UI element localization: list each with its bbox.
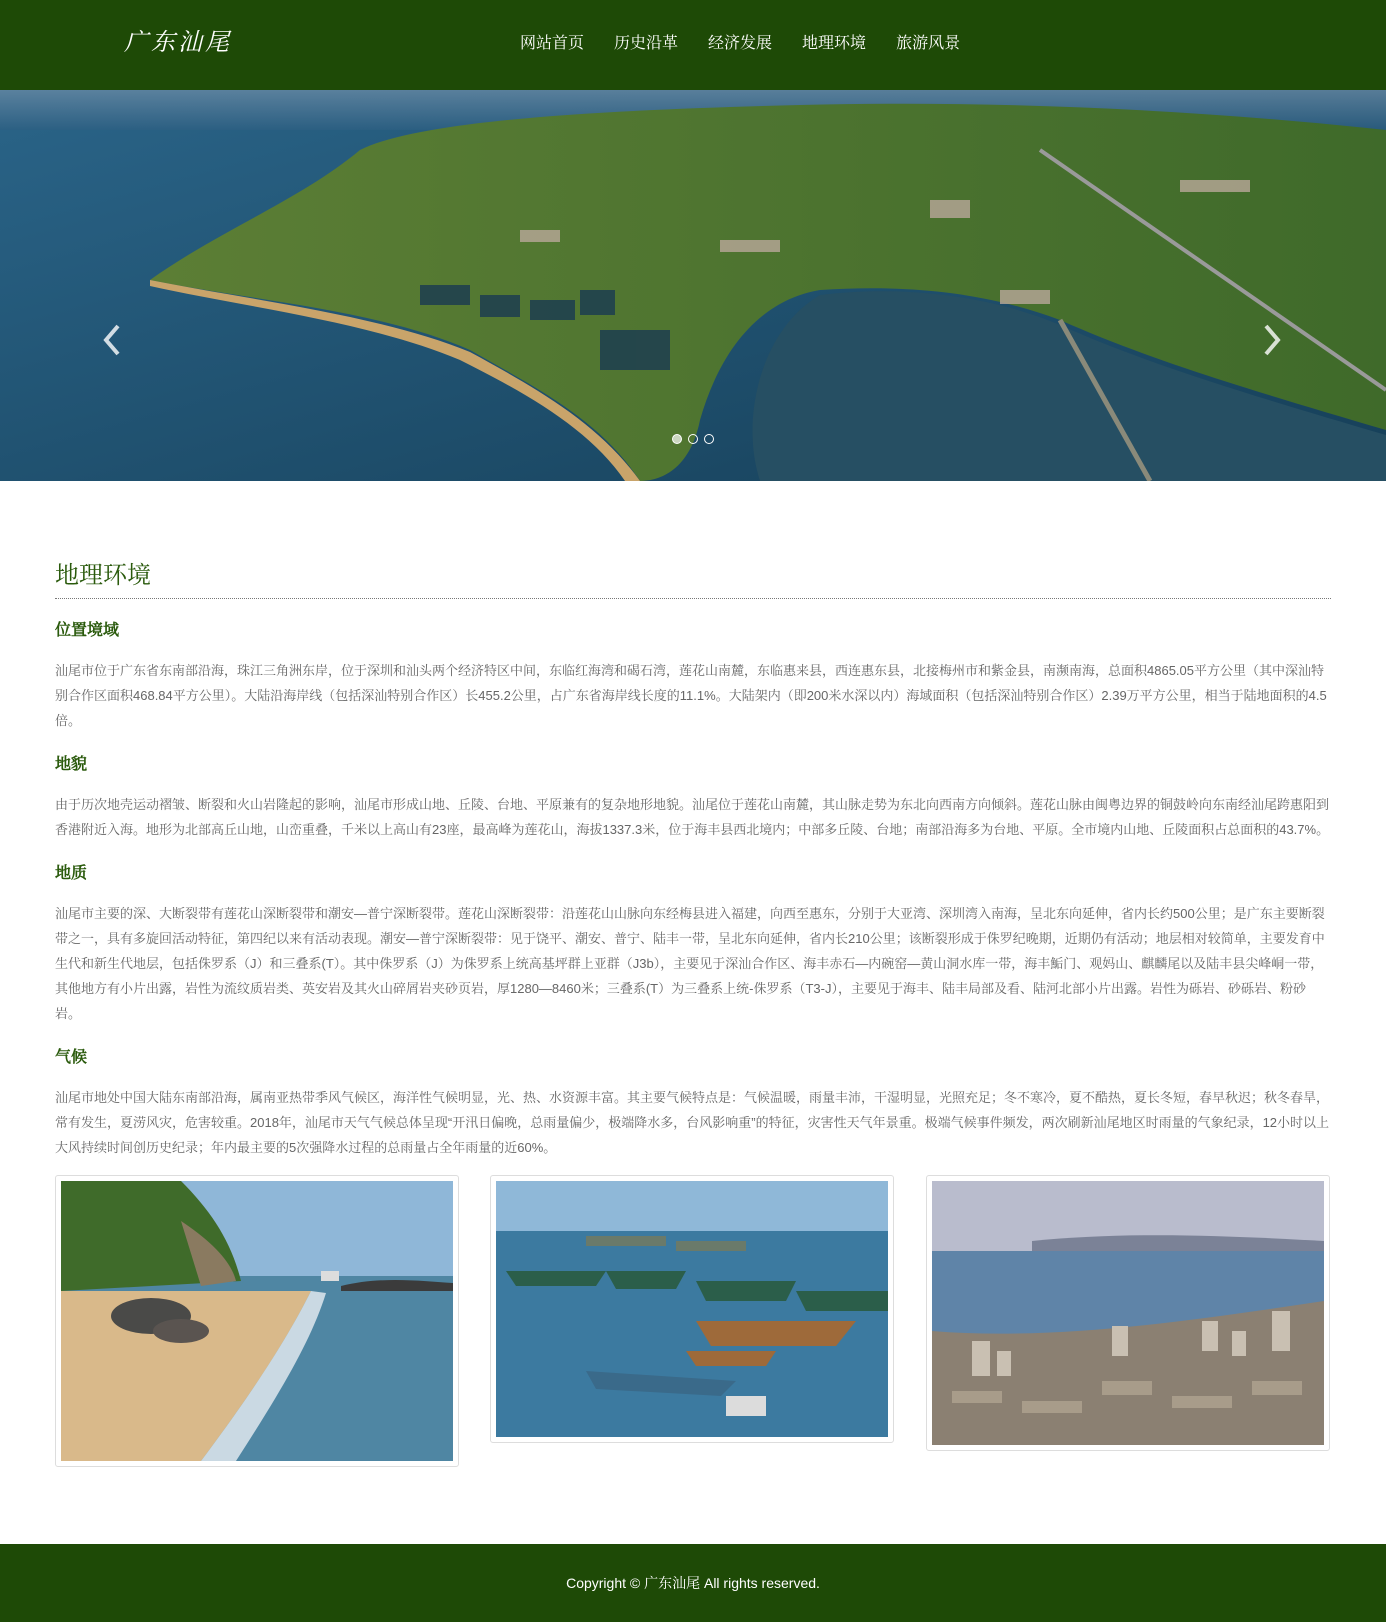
section-text-location: 汕尾市位于广东省东南部沿海，珠江三角洲东岸，位于深圳和汕头两个经济特区中间，东临红海湾和碣石湾，莲花山南麓，东临惠来县，西连惠东县，北接梅州市和紫金县，南濒南海，总面积4865.05平方公里（其中深汕特别合作区面积468.84平方公里）。大陆沿海岸线（包括深汕特别合作区）长455.2公里，占广东省海岸线长度的11.1%。大陆架内（即200米水深以内）海域面积（包括深汕特别合作区）2.39万平方公里，相当于陆地面积的4.5倍。 <box>55 663 1327 728</box>
gallery-item-beach[interactable] <box>55 1175 459 1467</box>
carousel-dot-2[interactable] <box>688 434 698 444</box>
carousel-indicators <box>672 434 720 444</box>
main-content <box>55 555 1331 1160</box>
aerial-coast-photo <box>0 90 1386 481</box>
carousel-dot-3[interactable] <box>704 434 714 444</box>
nav-history[interactable]: 历史沿革 <box>614 35 679 52</box>
section-text-landform: 由于历次地壳运动褶皱、断裂和火山岩隆起的影响，汕尾市形成山地、丘陵、台地、平原兼有的复杂地形地貌。汕尾位于莲花山南麓，其山脉走势为东北向西南方向倾斜。莲花山脉由闽粤边界的铜鼓岭向东南经汕尾跨惠阳到香港附近入海。地形为北部高丘山地，山峦重叠，千米以上高山有23座，最高峰为莲花山，海拔1337.3米，位于海丰县西北境内；中部多丘陵、台地；南部沿海多为台地、平原。全市境内山地、丘陵面积占总面积的43.7%。 <box>55 797 1330 837</box>
page-title: 地理环境 <box>55 555 1331 599</box>
copyright-text: Copyright © 广东汕尾 All rights reserved. <box>566 1575 820 1591</box>
gallery-item-boats[interactable] <box>490 1175 894 1443</box>
nav-economy[interactable]: 经济发展 <box>708 35 773 52</box>
section-heading-geology: 地质 <box>55 865 88 882</box>
main-nav <box>520 30 990 58</box>
carousel-prev-icon[interactable] <box>100 320 124 360</box>
site-footer <box>0 1544 1386 1622</box>
photo-gallery <box>55 1175 1331 1465</box>
gallery-item-city[interactable] <box>926 1175 1330 1451</box>
banner-carousel[interactable] <box>0 90 1386 481</box>
section-heading-landform: 地貌 <box>55 756 88 773</box>
nav-geography[interactable]: 地理环境 <box>802 35 867 52</box>
carousel-dot-1[interactable] <box>672 434 682 444</box>
beach-photo <box>61 1181 453 1461</box>
nav-tourism[interactable]: 旅游风景 <box>896 35 961 52</box>
section-text-climate: 汕尾市地处中国大陆东南部沿海，属南亚热带季风气候区，海洋性气候明显，光、热、水资源丰富。其主要气候特点是：气候温暖，雨量丰沛，干湿明显，光照充足；冬不寒冷，夏不酷热，夏长冬短，春早秋迟；秋冬春旱，常有发生，夏涝风灾，危害较重。2018年，汕尾市天气气候总体呈现“开汛日偏晚，总雨量偏少，极端降水多，台风影响重”的特征，灾害性天气年景重。极端气候事件频发，两次刷新汕尾地区时雨量的气象纪录，12小时以上大风持续时间创历史纪录；年内最主要的5次强降水过程的总雨量占全年雨量的近60%。 <box>55 1090 1330 1155</box>
coastal-city-photo <box>932 1181 1324 1445</box>
section-heading-location: 位置境域 <box>55 622 120 639</box>
section-text-geology: 汕尾市主要的深、大断裂带有莲花山深断裂带和潮安—普宁深断裂带。莲花山深断裂带：沿莲花山山脉向东经梅县进入福建，向西至惠东，分别于大亚湾、深圳湾入南海，呈北东向延伸，省内长约500公里；是广东主要断裂带之一，具有多旋回活动特征，第四纪以来有活动表现。潮安—普宁深断裂带：见于饶平、潮安、普宁、陆丰一带，呈北东向延伸，省内长210公里；该断裂形成于侏罗纪晚期，近期仍有活动；地层相对较简单，主要发育中生代和新生代地层，包括侏罗系（J）和三叠系(T）。其中侏罗系（J）为侏罗系上统高基坪群上亚群（J3b），主要见于深汕合作区、海丰赤石—内碗窑—黄山洞水库一带，海丰鮜门、观妈山、麒麟尾以及陆丰县尖峰峒一带，其他地方有小片出露，岩性为流纹质岩类、英安岩及其火山碎屑岩夹砂页岩，厚1280—8460米；三叠系(T）为三叠系上统-侏罗系（T3-J），主要见于海丰、陆丰局部及看、陆河北部小片出露。岩性为砾岩、砂砾岩、粉砂岩。 <box>55 906 1325 1021</box>
site-header <box>0 0 1386 90</box>
section-heading-climate: 气候 <box>55 1049 88 1066</box>
site-logo[interactable]: 广东汕尾 <box>124 28 232 56</box>
nav-home[interactable]: 网站首页 <box>520 35 585 52</box>
fishing-boats-photo <box>496 1181 888 1437</box>
carousel-next-icon[interactable] <box>1260 320 1284 360</box>
